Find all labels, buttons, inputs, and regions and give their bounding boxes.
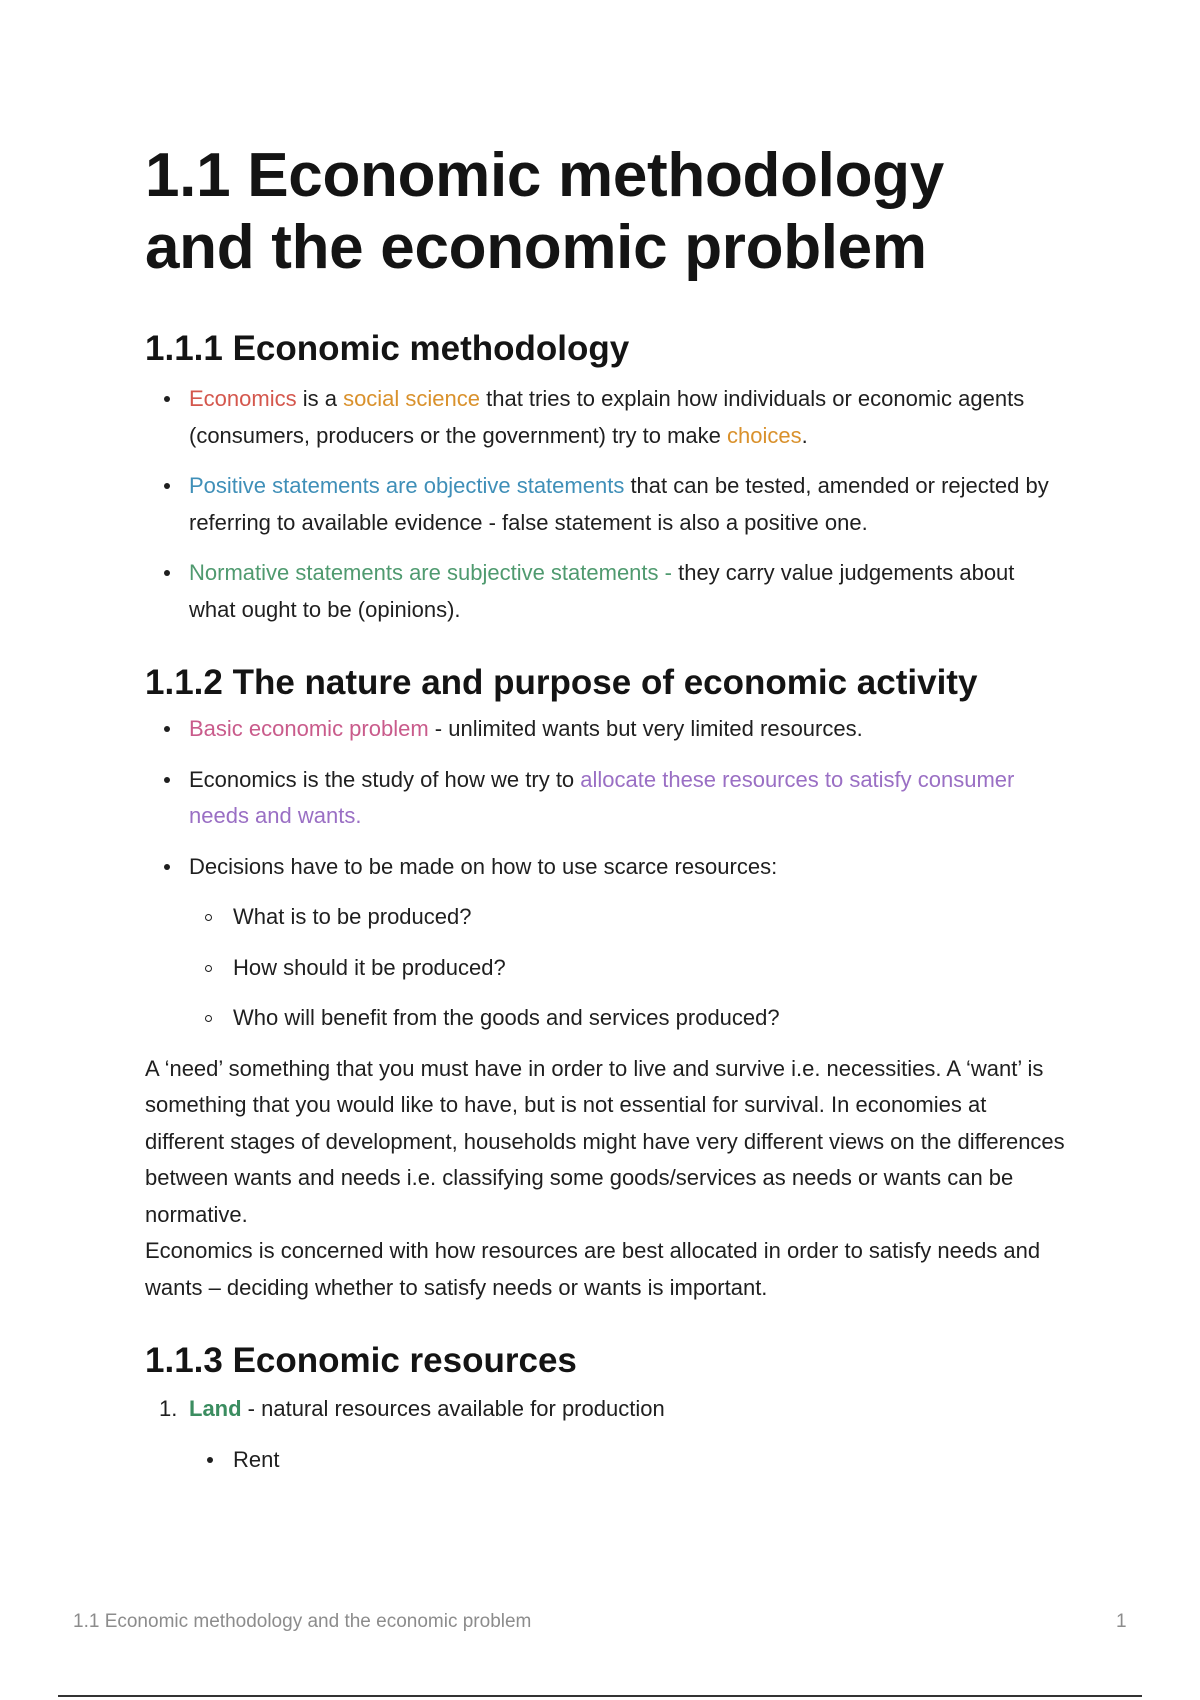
- sub-list-item: [145, 950, 1065, 987]
- list-item: [145, 468, 1065, 541]
- page-number: 1: [1116, 1611, 1127, 1632]
- list-item: [145, 1391, 1065, 1428]
- resources-list: [145, 1391, 1065, 1428]
- text-run: How should it be produced?: [233, 954, 506, 980]
- text-run: they carry value judgements about what ought to be (opinions).: [189, 560, 1015, 622]
- term-land: Land: [189, 1396, 242, 1421]
- land-sub-list: [145, 1442, 1065, 1479]
- list-item: [145, 762, 1065, 835]
- text-run: that tries to explain how individuals or economic agents (consumers, producers or the government) try to make: [189, 386, 1025, 448]
- sub-list-item: [145, 1000, 1065, 1037]
- text-run: - natural resources available for production: [241, 1396, 665, 1421]
- text-run: Rent: [233, 1446, 280, 1472]
- text-run: Who will benefit from the goods and services produced?: [233, 1005, 780, 1030]
- allocation-paragraph: Economics is concerned with how resources are best allocated in order to satisfy needs and wants – deciding whether to satisfy needs or wants is important.: [145, 1238, 1041, 1300]
- sub-list-item: [145, 1442, 1065, 1479]
- section-heading-1-1-3: 1.1.3 Economic resources: [145, 1341, 577, 1380]
- term-choices: choices: [727, 422, 802, 448]
- economic-activity-list: [145, 711, 1065, 1037]
- term-allocate-resources: allocate these resources to satisfy consumer needs and wants.: [189, 766, 1015, 828]
- text-run: .: [801, 422, 808, 448]
- term-normative-statements: Normative statements are subjective statements -: [189, 560, 679, 585]
- needs-wants-paragraph: A ‘need’ something that you must have in order to live and survive i.e. necessities. A ‘want’ is something that you would like to have, but is not essential for survival. In economies at different stages of development, households might have very different views on the differences between wants and needs i.e. classifying some goods/services as needs or wants can be normative.: [145, 1055, 1065, 1227]
- list-item: [145, 711, 1065, 748]
- text-run: Decisions have to be made on how to use scarce resources:: [189, 853, 778, 879]
- list-item: [145, 849, 1065, 886]
- section-heading-1-1-2: 1.1.2 The nature and purpose of economic activity: [145, 663, 978, 702]
- methodology-list: [145, 381, 1065, 628]
- text-run: is a: [296, 386, 344, 411]
- list-item: [145, 555, 1065, 628]
- term-basic-economic-problem: Basic economic problem: [189, 716, 429, 741]
- text-run: Economics is the study of how we try to: [189, 766, 581, 792]
- text-run: What is to be produced?: [233, 904, 472, 929]
- section-heading-1-1-1: 1.1.1 Economic methodology: [145, 329, 630, 368]
- text-run: that can be tested, amended or rejected by referring to available evidence - false statement is also a positive one.: [189, 473, 1049, 535]
- page-title: 1.1 Economic methodology and the economic problem: [145, 141, 944, 282]
- term-social-science: social science: [343, 386, 481, 411]
- list-number: 1.: [159, 1396, 178, 1421]
- footer-title: 1.1 Economic methodology and the economic problem: [73, 1611, 532, 1632]
- sub-list-item: [145, 899, 1065, 936]
- text-run: - unlimited wants but very limited resources.: [428, 716, 863, 741]
- list-item: [145, 381, 1065, 454]
- footer-divider: [58, 1695, 1142, 1697]
- term-positive-statements: Positive statements are objective statements: [189, 473, 625, 498]
- term-economics: Economics: [189, 386, 297, 411]
- page-content: [145, 140, 1065, 1478]
